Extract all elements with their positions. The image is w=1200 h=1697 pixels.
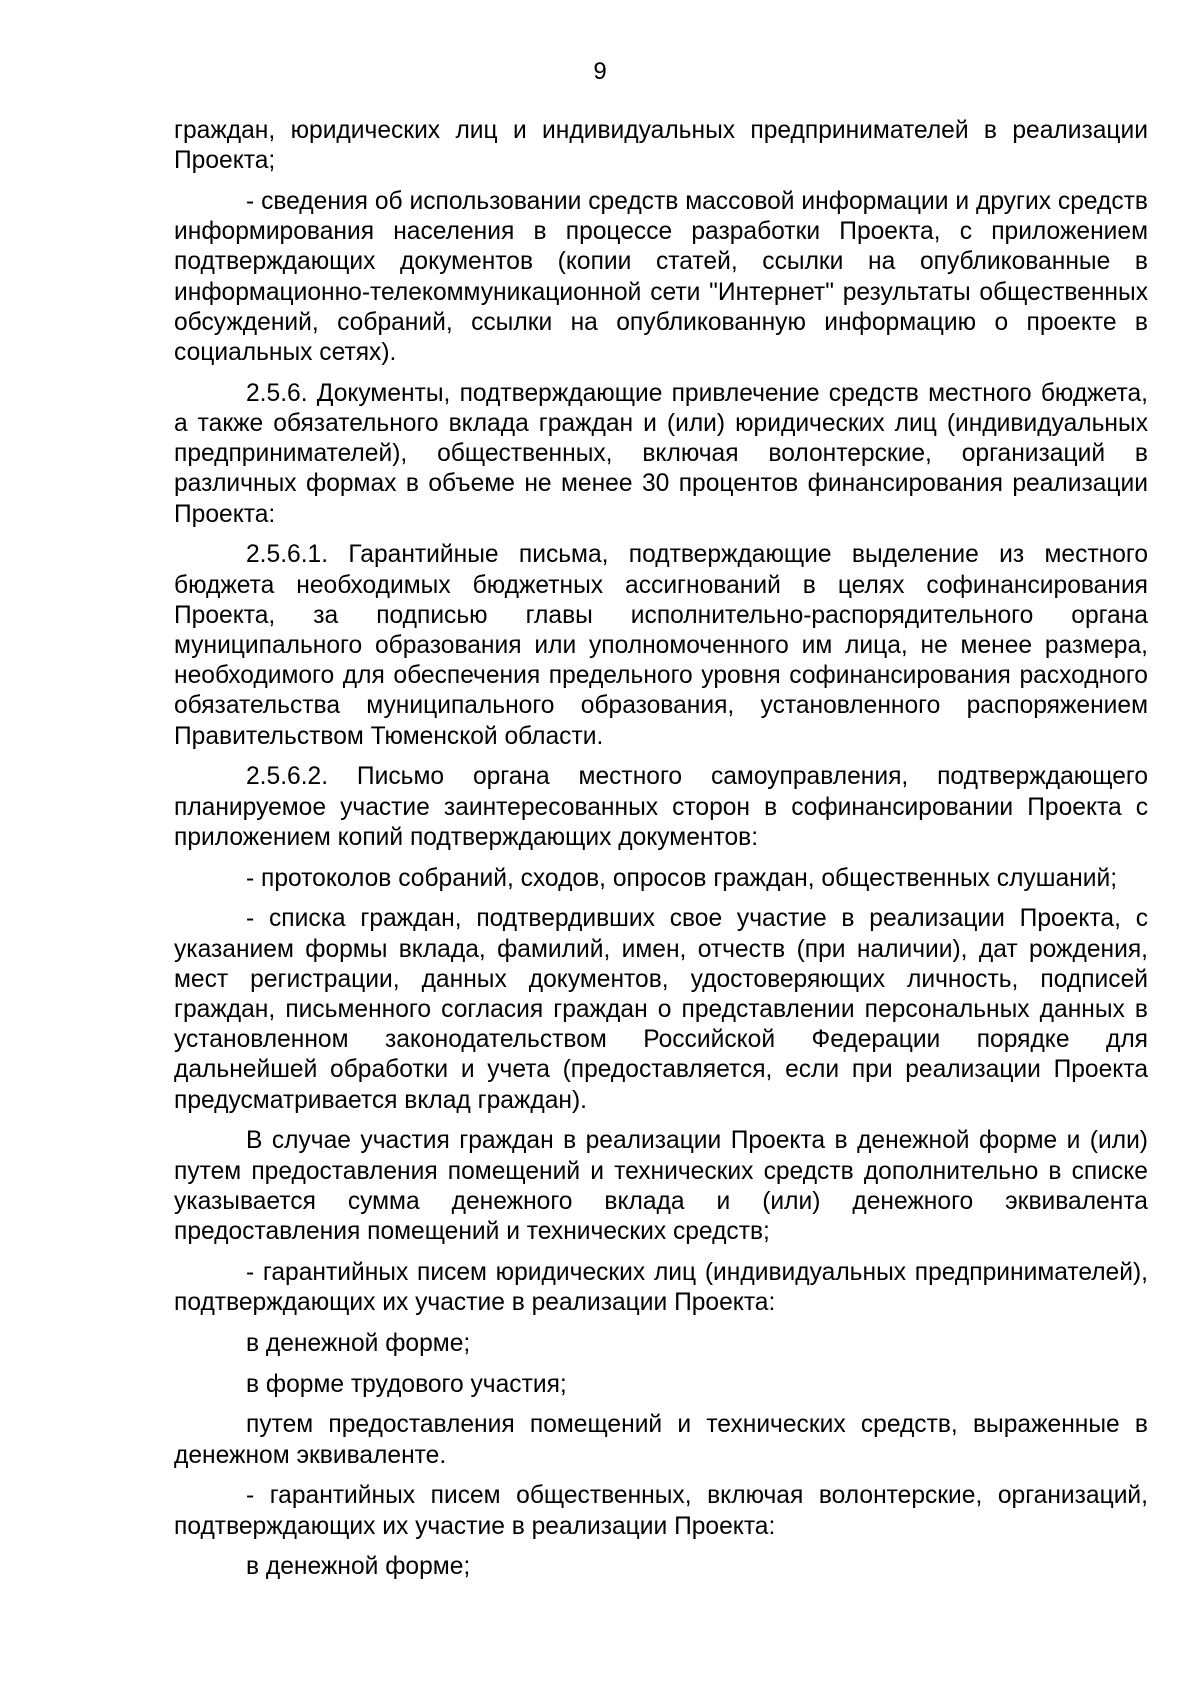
paragraph: граждан, юридических лиц и индивидуальных предпринимателей в реализации Проекта;: [174, 117, 1148, 175]
paragraph: 2.5.6. Документы, подтверждающие привлечение средств местного бюджета, а также обязательного вклада граждан и (или) юридических лиц (индивидуальных предпринимателей), общественных, включая волонтерские, организаций в различных формах в объеме не менее 30 процентов финансирования реализации Проекта:: [174, 379, 1148, 528]
page-number: 9: [593, 58, 607, 85]
paragraph: в денежной форме;: [246, 1329, 471, 1357]
paragraph: в форме трудового участия;: [246, 1370, 567, 1398]
paragraph: - протоколов собраний, сходов, опросов граждан, общественных слушаний;: [246, 864, 1118, 892]
paragraph: - сведения об использовании средств массовой информации и других средств информирования населения в процессе разработки Проекта, с приложением подтверждающих документов (копии статей, ссылки на опубликованные в информационно-телекоммуникационной сети "Интернет" результаты общественных обсуждений, собраний, ссылки на опубликованную информацию о проекте в социальных сетях).: [174, 188, 1148, 367]
paragraph: 2.5.6.1. Гарантийные письма, подтверждающие выделение из местного бюджета необходимых бюджетных ассигнований в целях софинансирования Проекта, за подписью главы исполнительно-распорядительного органа муниципального образования или уполномоченного им лица, не менее размера, необходимого для обеспечения предельного уровня софинансирования расходного обязательства муниципального образования, установленного распоряжением Правительством Тюменской области.: [174, 541, 1148, 750]
paragraph: в денежной форме;: [246, 1553, 471, 1581]
paragraph: - списка граждан, подтвердивших свое участие в реализации Проекта, с указанием формы вклада, фамилий, имен, отчеств (при наличии), дат рождения, мест регистрации, данных документов, удостоверяющих личность, подписей граждан, письменного согласия граждан о представлении персональных данных в установленном законодательством Российской Федерации порядке для дальнейшей обработки и учета (предоставляется, если при реализации Проекта предусматривается вклад граждан).: [174, 905, 1148, 1114]
paragraph: 2.5.6.2. Письмо органа местного самоуправления, подтверждающего планируемое участие заинтересованных сторон в софинансировании Проекта с приложением копий подтверждающих документов:: [174, 763, 1148, 851]
paragraph: путем предоставления помещений и технических средств, выраженные в денежном эквиваленте.: [174, 1411, 1148, 1469]
document-body: [174, 116, 1148, 1593]
paragraph: - гарантийных писем общественных, включая волонтерские, организаций, подтверждающих их участие в реализации Проекта:: [174, 1482, 1148, 1540]
paragraph: - гарантийных писем юридических лиц (индивидуальных предпринимателей), подтверждающих их участие в реализации Проекта:: [174, 1258, 1148, 1317]
paragraph: В случае участия граждан в реализации Проекта в денежной форме и (или) путем предоставления помещений и технических средств дополнительно в списке указывается сумма денежного вклада и (или) денежного эквивалента предоставления помещений и технических средств;: [174, 1127, 1148, 1246]
